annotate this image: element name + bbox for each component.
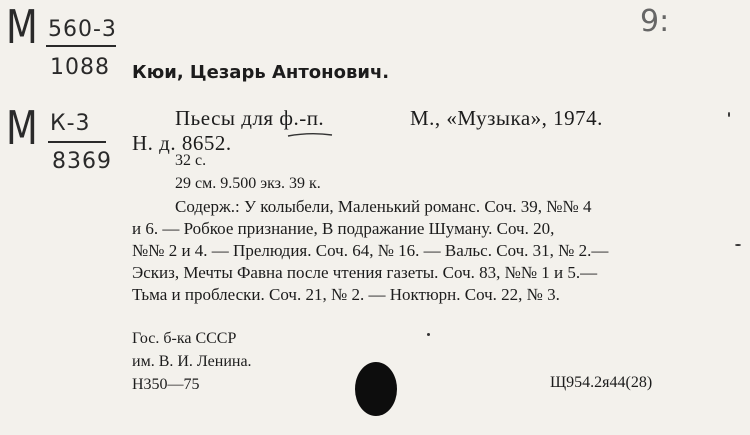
library-name: им. В. И. Ленина. bbox=[132, 353, 252, 370]
publisher-info: М., «Музыка», 1974. bbox=[410, 106, 603, 130]
ink-speck bbox=[427, 333, 430, 336]
page-count: 32 с. bbox=[175, 152, 207, 169]
contents-line: и 6. — Робкое признание, В подражание Шуману. Соч. 20, bbox=[132, 219, 555, 238]
handwritten-number: 8369 bbox=[52, 149, 112, 174]
classification-code: Щ954.2я44(28) bbox=[550, 374, 653, 391]
handwritten-number: 1088 bbox=[50, 55, 110, 80]
work-title: Пьесы для ф.-п. bbox=[175, 106, 325, 130]
handwritten-underline bbox=[48, 141, 106, 143]
handwritten-corner-mark: 9: bbox=[640, 4, 670, 39]
contents-line: Эскиз, Мечты Фавна после чтения газеты. Соч. 83, №№ 1 и 5.— bbox=[132, 263, 598, 282]
handwritten-shelf-letter: М bbox=[6, 0, 38, 54]
handwritten-code: К-3 bbox=[50, 111, 91, 136]
size-copies-price: 29 см. 9.500 экз. 39 к. bbox=[175, 175, 321, 192]
order-number: Н350—75 bbox=[132, 376, 200, 393]
author-heading: Кюи, Цезарь Антонович. bbox=[132, 62, 390, 83]
pencil-underline bbox=[286, 130, 334, 140]
ink-speck bbox=[735, 244, 741, 246]
contents-line: №№ 2 и 4. — Прелюдия. Соч. 64, № 16. — Вальс. Соч. 31, № 2.— bbox=[132, 241, 609, 260]
contents-line: Содерж.: У колыбели, Маленький романс. Соч. 39, №№ 4 bbox=[175, 197, 592, 216]
handwritten-underline bbox=[46, 45, 116, 47]
ink-speck bbox=[728, 112, 730, 117]
contents-line: Тьма и проблески. Соч. 21, № 2. — Ноктюрн. Соч. 22, № 3. bbox=[132, 285, 560, 304]
plate-number: Н. д. 8652. bbox=[132, 131, 232, 155]
handwritten-code: 560-3 bbox=[48, 17, 117, 42]
handwritten-shelf-letter: М bbox=[6, 101, 38, 155]
library-name: Гос. б-ка СССР bbox=[132, 330, 237, 347]
punch-hole bbox=[355, 362, 397, 416]
